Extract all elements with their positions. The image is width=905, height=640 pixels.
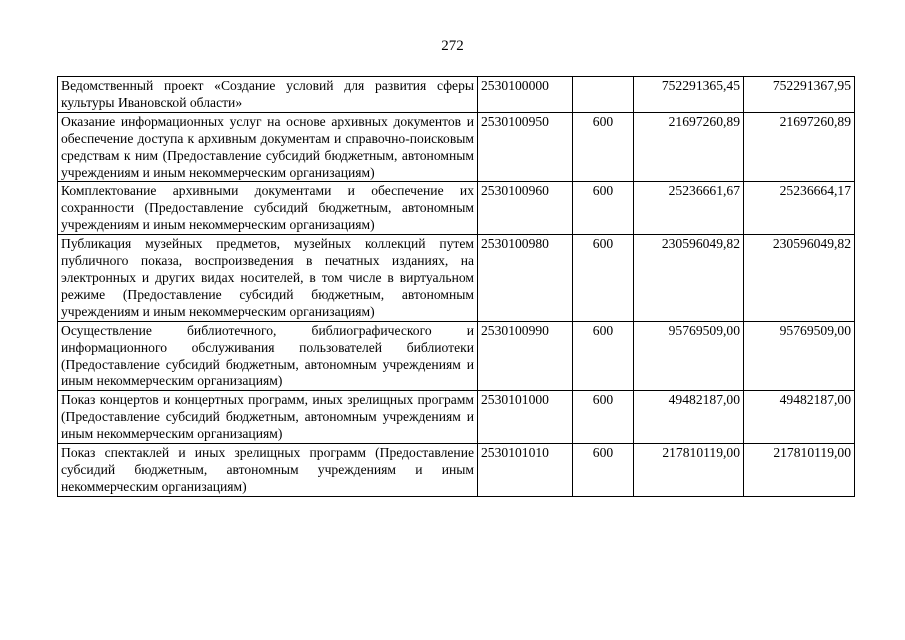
row-amount-1: 217810119,00	[634, 444, 744, 497]
row-code: 2530101010	[478, 444, 573, 497]
row-amount-2: 752291367,95	[744, 77, 855, 113]
row-amount-1: 230596049,82	[634, 235, 744, 322]
table-row	[58, 444, 855, 497]
row-description: Комплектование архивными документами и обеспечение их сохранности (Предоставление субсидий бюджетным, автономным учреждениям и иным некоммерческим организациям)	[58, 182, 478, 235]
row-amount-1: 95769509,00	[634, 321, 744, 391]
budget-table	[57, 76, 855, 497]
table-row	[58, 321, 855, 391]
row-amount-1: 21697260,89	[634, 112, 744, 182]
row-amount-2: 217810119,00	[744, 444, 855, 497]
row-amount-1: 25236661,67	[634, 182, 744, 235]
table-row	[58, 112, 855, 182]
row-amount-2: 230596049,82	[744, 235, 855, 322]
row-amount-2: 25236664,17	[744, 182, 855, 235]
row-amount-2: 95769509,00	[744, 321, 855, 391]
row-description: Ведомственный проект «Создание условий для развития сферы культуры Ивановской области»	[58, 77, 478, 113]
row-description: Показ спектаклей и иных зрелищных программ (Предоставление субсидий бюджетным, автономным учреждениям и иным некоммерческим организациям)	[58, 444, 478, 497]
row-code: 2530100980	[478, 235, 573, 322]
row-amount-1: 752291365,45	[634, 77, 744, 113]
row-code: 2530100000	[478, 77, 573, 113]
page-number: 272	[441, 38, 464, 54]
row-code: 2530101000	[478, 391, 573, 444]
row-expense-type: 600	[573, 182, 634, 235]
table-row	[58, 391, 855, 444]
row-expense-type: 600	[573, 444, 634, 497]
row-code: 2530100950	[478, 112, 573, 182]
row-description: Оказание информационных услуг на основе архивных документов и обеспечение доступа к архивным документам и справочно-поисковым средствам к ним (Предоставление субсидий бюджетным, автономным учреждениям и иным некоммерческим организациям)	[58, 112, 478, 182]
row-amount-2: 49482187,00	[744, 391, 855, 444]
row-expense-type: 600	[573, 391, 634, 444]
row-expense-type: 600	[573, 112, 634, 182]
row-description: Осуществление библиотечного, библиографического и информационного обслуживания пользователей библиотеки (Предоставление субсидий бюджетным, автономным учреждениям и иным некоммерческим организациям)	[58, 321, 478, 391]
table-row	[58, 77, 855, 113]
row-expense-type: 600	[573, 321, 634, 391]
row-expense-type	[573, 77, 634, 113]
row-description: Показ концертов и концертных программ, иных зрелищных программ (Предоставление субсидий бюджетным, автономным учреждениям и иным некоммерческим организациям)	[58, 391, 478, 444]
row-code: 2530100990	[478, 321, 573, 391]
row-code: 2530100960	[478, 182, 573, 235]
row-amount-2: 21697260,89	[744, 112, 855, 182]
row-expense-type: 600	[573, 235, 634, 322]
row-description: Публикация музейных предметов, музейных коллекций путем публичного показа, воспроизведения в печатных изданиях, на электронных и других видах носителей, в том числе в виртуальном режиме (Предоставление субсидий бюджетным, автономным учреждениям и иным некоммерческим организациям)	[58, 235, 478, 322]
table-row	[58, 182, 855, 235]
table-row	[58, 235, 855, 322]
row-amount-1: 49482187,00	[634, 391, 744, 444]
